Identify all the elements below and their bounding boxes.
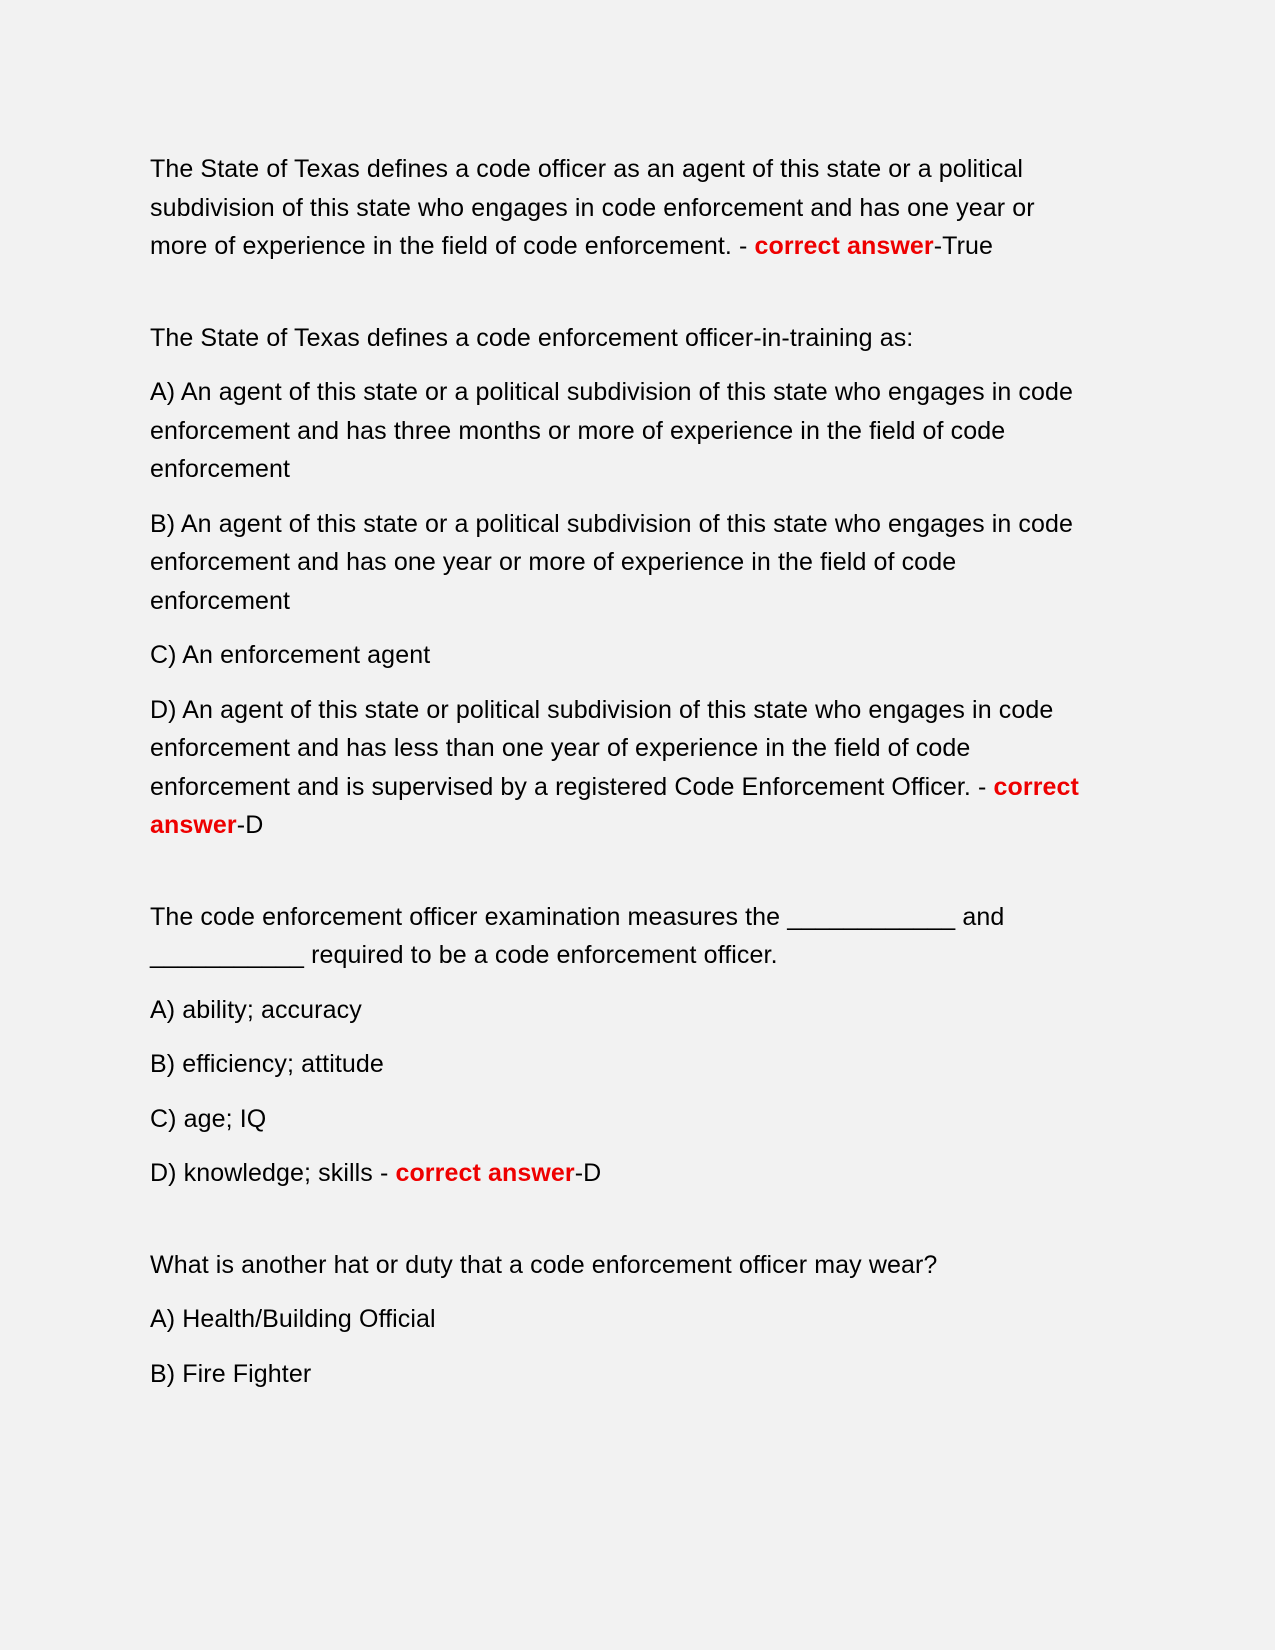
question-3-option-c: C) age; IQ xyxy=(150,1104,267,1133)
question-3-option-d xyxy=(150,1154,1085,1193)
question-3-option-d-text: D) knowledge; skills - xyxy=(150,1159,389,1187)
question-2-option-b: B) An agent of this state or a political subdivision of this state who engages in code enforcement and has one year or more of experience in the field of code enforcement xyxy=(150,509,1074,615)
correct-answer-label: correct answer xyxy=(395,1159,575,1187)
correct-answer-label: correct answer xyxy=(754,232,934,260)
question-4 xyxy=(150,1246,1085,1394)
question-2-option-c: C) An enforcement agent xyxy=(150,641,431,669)
question-3 xyxy=(150,898,1085,1193)
question-2-option-a: A) An agent of this state or a political subdivision of this state who engages in code enforcement and has three months or more of experience in the field of code enforcement xyxy=(150,378,1074,483)
question-4-option-b: B) Fire Fighter xyxy=(150,1359,312,1388)
question-1-statement: The State of Texas defines a code officer as an agent of this state or a political subdivision of this state who engages in code enforcement and has one year or more of experience in the field of code enforcement. - xyxy=(150,155,1035,260)
question-1-text xyxy=(150,150,1085,266)
question-3-stem: The code enforcement officer examination measures the ____________ and ___________ required to be a code enforcement officer. xyxy=(150,902,1005,969)
question-2 xyxy=(150,319,1085,845)
correct-answer-label: correct answer xyxy=(150,772,1079,839)
question-2-option-d-text: D) An agent of this state or political subdivision of this state who engages in code enforcement and has less than one year of experience in the field of code enforcement and is supervised by a registered Code Enforcement Officer. - xyxy=(150,695,1054,801)
question-3-option-b: B) efficiency; attitude xyxy=(150,1050,384,1078)
question-2-stem: The State of Texas defines a code enforcement officer-in-training as: xyxy=(150,323,914,352)
question-4-stem: What is another hat or duty that a code enforcement officer may wear? xyxy=(150,1250,938,1279)
correct-answer-value: -D xyxy=(574,1159,602,1187)
question-1 xyxy=(150,150,1085,266)
question-3-option-a: A) ability; accuracy xyxy=(150,995,362,1024)
question-4-option-a: A) Health/Building Official xyxy=(150,1305,436,1333)
correct-answer-value: -D xyxy=(236,811,264,839)
question-2-option-d xyxy=(150,691,1085,845)
correct-answer-value: -True xyxy=(933,232,994,260)
